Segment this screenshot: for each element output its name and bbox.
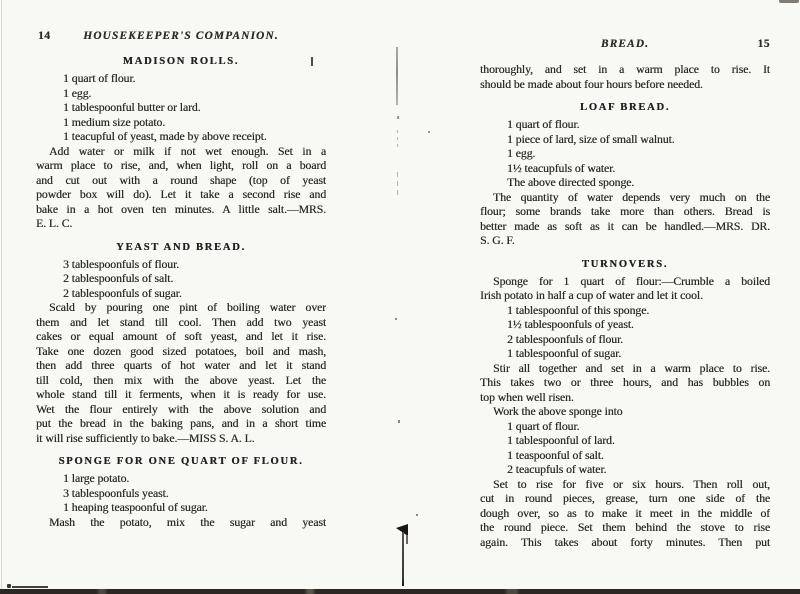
ingredient-line: 1 tablespoonful of this sponge. <box>507 302 650 317</box>
ink-speck <box>398 420 400 423</box>
body-line: flour; some brands take more than others. Bread is <box>480 204 770 218</box>
running-title-right: BREAD. <box>600 38 650 50</box>
body-line: Work the above sponge into <box>493 404 623 418</box>
ingredient-line: 2 tablespoonfuls of salt. <box>63 271 174 285</box>
ingredient-line: 1 heaping teaspoonful of sugar. <box>63 500 208 514</box>
body-line: dough over, so as to make it meet in the middle of <box>480 505 770 520</box>
scan-left-edge-line <box>1 0 2 594</box>
body-line: Stir all together and set in a warm place to rise. <box>493 360 770 375</box>
ink-speck <box>395 318 397 320</box>
body-line: bake in a hot oven ten minutes. A little salt.—MRS. <box>36 201 326 216</box>
recipe-heading-madison-rolls: MADISON ROLLS. <box>122 56 240 67</box>
gutter-ink-line <box>397 130 398 148</box>
attribution-line: it will rise sufficiently to bake.—MISS S. A. L. <box>36 430 255 445</box>
page-number-right: 15 <box>757 38 770 50</box>
continued-paragraph <box>480 62 770 91</box>
ingredient-line: The above directed sponge. <box>507 175 635 189</box>
body-line: them and let stand till cool. Then add two yeast <box>36 314 326 329</box>
ingredient-line: 1 teaspoonful of salt. <box>507 447 604 462</box>
ingredient-line: 2 tablespoonfuls of flour. <box>507 331 624 346</box>
body-line: Wet the flour entirely with the above solution and <box>36 401 326 416</box>
ingredient-line: 1 egg. <box>507 146 536 160</box>
body-line: Add water or milk if not wet enough. Set in a <box>49 143 326 158</box>
ink-speck <box>397 116 399 119</box>
body-line: The quantity of water depends very much on the <box>493 189 770 204</box>
ingredient-line: 1 large potato. <box>63 471 130 485</box>
ink-speck <box>7 584 11 588</box>
running-title-left: HOUSEKEEPER'S COMPANION. <box>83 30 279 42</box>
ingredient-line: 1½ teacupfuls of water. <box>507 160 616 175</box>
right-page <box>480 38 770 549</box>
attribution-line: S. G. F. <box>480 233 515 247</box>
ingredient-line: 1 quart of flour. <box>63 71 136 85</box>
body-line: Scald by pouring one pint of boiling water over <box>49 300 326 314</box>
body-line: whole stand till it ferments, when it is ready for use. <box>36 387 326 401</box>
body-line: Take one dozen good sized potatoes, boil and mash, <box>36 343 326 358</box>
left-page <box>36 30 326 529</box>
gutter-ink-line <box>396 47 398 105</box>
body-line: should be made about four hours before needed. <box>480 76 703 91</box>
recipe-heading-turnovers: TURNOVERS. <box>581 258 669 270</box>
scan-bottom-edge-band <box>0 589 800 594</box>
ingredient-line: 1 piece of lard, size of small walnut. <box>507 131 675 146</box>
attribution-line: E. L. C. <box>36 216 73 230</box>
ingredient-line: 1 tablespoonful of sugar. <box>507 346 622 360</box>
body-line: put the bread in the baking pans, and in a short time <box>36 416 326 430</box>
ingredient-line: 1 tablespoonful of lard. <box>507 433 615 447</box>
ingredient-line: 3 tablespoonfuls yeast. <box>63 485 169 500</box>
ingredient-line: 2 teacupfuls of water. <box>507 462 607 476</box>
body-line: thoroughly, and set in a warm place to rise. It <box>480 62 770 76</box>
body-line: again. This takes about forty minutes. Then put <box>480 534 770 549</box>
left-page-header <box>36 30 326 45</box>
bottom-left-smudge <box>12 586 48 588</box>
body-line: till cold, then mix with the above yeast. Let the <box>36 372 326 387</box>
pen-mark-line <box>402 532 404 586</box>
body-line: warm place to rise, and, when light, roll on a board <box>36 158 326 172</box>
recipe-heading-loaf-bread: LOAF BREAD. <box>579 102 671 113</box>
right-page-header <box>480 38 770 53</box>
ingredient-line: 1 quart of flour. <box>507 418 580 433</box>
ingredient-line: 1 medium size potato. <box>63 114 166 129</box>
body-line: powder box will do). Let it take a second rise and <box>36 187 326 201</box>
pen-mark-dash <box>406 535 408 544</box>
ingredient-line: 2 tablespoonfuls of sugar. <box>63 285 182 300</box>
page-number-left: 14 <box>38 30 51 42</box>
body-line: Irish potato in half a cup of water and let it cool. <box>480 288 703 302</box>
ink-speck <box>428 131 430 133</box>
gutter-ink-line <box>397 172 398 196</box>
body-line: and cut out with a round shape (top of yeast <box>36 172 326 187</box>
body-line: cut in round pieces, grease, turn one side of the <box>480 491 770 505</box>
body-line: the round piece. Set them behind the stove to rise <box>480 520 770 534</box>
body-line: This takes two or three hours, and has bubbles on <box>480 375 770 389</box>
body-line: Set to rise for five or six hours. Then roll out, <box>493 476 770 491</box>
body-line: top when well risen. <box>480 389 574 404</box>
ingredient-line: 3 tablespoonfuls of flour. <box>63 256 180 271</box>
ingredient-line: 1 quart of flour. <box>507 117 580 131</box>
body-line: cakes or equal amount of soft yeast, and let it rise. <box>36 329 326 343</box>
ink-speck <box>311 57 313 66</box>
ingredient-line: 1 teacupful of yeast, made by above receipt. <box>63 129 267 143</box>
ingredient-line: 1½ tablespoonfuls of yeast. <box>507 317 634 331</box>
ingredient-line: 1 egg. <box>63 85 92 100</box>
body-line: then add three quarts of hot water and let it stand <box>36 358 326 372</box>
body-line: Sponge for 1 quart of flour:—Crumble a boiled <box>493 273 770 288</box>
body-line: better made as soft as it can be handled.—MRS. DR. <box>480 218 770 233</box>
corner-smudge-top-right <box>779 0 799 3</box>
ingredient-line: 1 tablespoonful butter or lard. <box>63 100 201 114</box>
recipe-heading-sponge: SPONGE FOR ONE QUART OF FLOUR. <box>58 456 304 467</box>
recipe-heading-yeast-and-bread: YEAST AND BREAD. <box>116 241 246 253</box>
ink-speck <box>416 514 418 516</box>
body-line: Mash the potato, mix the sugar and yeast <box>49 514 326 529</box>
